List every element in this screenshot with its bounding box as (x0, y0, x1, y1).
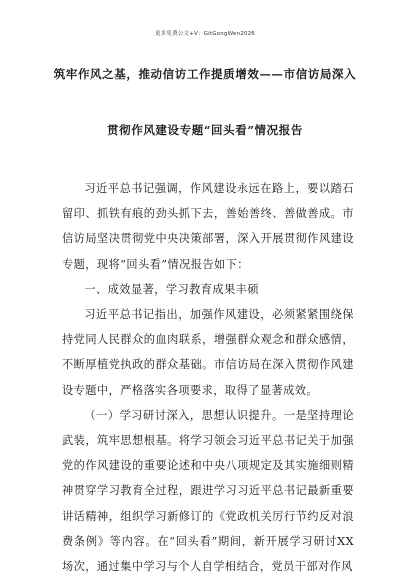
document-title-line-2: 贯彻作风建设专题“回头看”情况报告 (107, 123, 303, 137)
paragraph-achievements: 习近平总书记指出，加强作风建设，必须紧紧围绕保持党同人民群众的血肉联系，增强群众观念和群众感情，不断厚植党执政的群众基础。市信访局在深入贯彻作风建设专题中，严格落实各项要求，取得了显著成效。 (62, 308, 354, 397)
header-watermark: 更多免费公文+V：GitGongWen2026 (154, 31, 255, 37)
paragraph-study: （一）学习研讨深入，思想认识提升。一是坚持理论武装，筑牢思想根基。将学习领会习近平总书记关于加强党的作风建设的重要论述和中央八项规定及其实施细则精神贯穿学习教育全过程，跟进学习习近平总书记最新重要讲话精神，组织学习新修订的《党政机关厉行节约反对浪费条例》等内容。在“回头看”期间，新开展学习研讨XX场次，通过集中学习与个人自学相结合，党员干部对作风 (62, 408, 354, 574)
document-body (62, 176, 354, 579)
section-heading-1: 一、成效显著，学习教育成果丰硕 (84, 282, 259, 296)
document-title-line-1: 筑牢作风之基，推动信访工作提质增效——市信访局深入 (53, 67, 357, 81)
paragraph-intro: 习近平总书记强调，作风建设永远在路上，要以踏石留印、抓铁有痕的劲头抓下去，善始善终、善做善成。市信访局坚决贯彻党中央决策部署，深入开展贯彻作风建设专题，现将“回头看”情况报告如下： (62, 182, 354, 271)
